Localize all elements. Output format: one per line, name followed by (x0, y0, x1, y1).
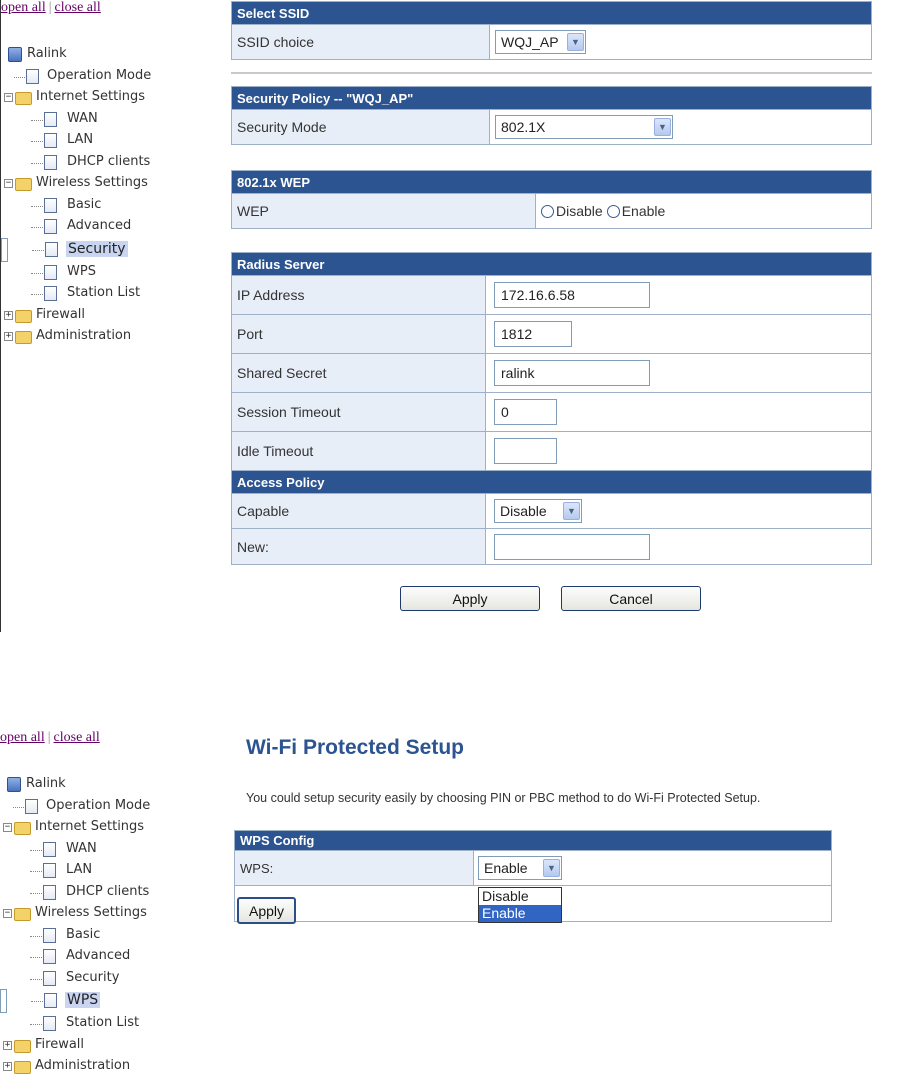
tree-label: Wireless Settings (35, 905, 147, 920)
tree-item-wan[interactable] (1, 109, 98, 131)
tree-list (1, 44, 152, 348)
page-icon (44, 198, 57, 213)
tree-label: Advanced (66, 948, 131, 963)
tree-item-station-list[interactable] (0, 1013, 140, 1035)
tree-connector (30, 979, 42, 980)
expand-icon[interactable]: + (5, 309, 12, 320)
page-icon (43, 1016, 56, 1031)
tree-item-ralink[interactable] (1, 44, 67, 66)
field-value (486, 529, 871, 564)
wps-select[interactable] (478, 856, 562, 880)
shared-secret-row (232, 354, 871, 393)
tree-label: Ralink (27, 46, 67, 61)
page-icon (43, 971, 56, 986)
cancel-button[interactable]: Cancel (561, 586, 701, 611)
section-header: WPS Config (235, 831, 831, 851)
collapse-icon[interactable]: − (4, 908, 11, 918)
field-label: WPS: (235, 851, 474, 885)
tree-connector (30, 893, 42, 894)
tree-item-basic[interactable] (0, 925, 101, 947)
field-value (536, 194, 871, 228)
tree-connector (30, 957, 42, 958)
wep-row (232, 194, 871, 228)
new-row (232, 529, 871, 564)
collapse-icon[interactable]: − (4, 822, 11, 832)
divider (231, 72, 872, 74)
tree-label: Security (68, 240, 126, 257)
open-all-link[interactable]: open all (1, 0, 46, 15)
page-icon (44, 993, 57, 1008)
tree-connector (31, 273, 43, 274)
page-icon (43, 949, 56, 964)
field-value (490, 25, 871, 59)
field-value (486, 432, 871, 470)
tree-label: WAN (67, 110, 98, 126)
select-value: 802.1X (501, 119, 546, 135)
chevron-down-icon: ▼ (567, 33, 584, 51)
field-label: Session Timeout (232, 393, 486, 431)
new-input[interactable] (494, 534, 650, 560)
chevron-down-icon: ▼ (654, 118, 671, 136)
tree-item-wan[interactable] (0, 839, 97, 861)
tree-label: DHCP clients (67, 153, 151, 169)
chevron-down-icon: ▼ (563, 502, 580, 520)
idle-timeout-input[interactable] (494, 438, 557, 464)
tree-label: Station List (66, 1015, 140, 1030)
tree-links (1, 0, 101, 16)
tree-item-wireless-settings[interactable] (1, 173, 148, 195)
ip-address-input[interactable]: 172.16.6.58 (494, 282, 650, 308)
section-header: Select SSID (232, 2, 871, 25)
page-icon (43, 842, 56, 857)
shared-secret-input[interactable]: ralink (494, 360, 650, 386)
expand-icon[interactable]: + (4, 1061, 11, 1071)
folder-open-icon (15, 178, 32, 191)
wps-dropdown-list (478, 887, 562, 923)
page-icon (43, 928, 56, 943)
expand-icon[interactable]: + (5, 331, 12, 341)
security-policy-table (231, 86, 872, 145)
folder-icon (15, 310, 32, 323)
tree-item-wireless-settings[interactable] (0, 903, 147, 925)
tree-label: WPS (67, 992, 99, 1008)
tree-label: Security (66, 969, 120, 985)
open-all-link[interactable]: open all (0, 730, 45, 745)
expand-icon[interactable]: + (4, 1039, 11, 1050)
folder-open-icon (14, 822, 31, 835)
network-icon (8, 47, 22, 62)
section-header: Access Policy (232, 471, 871, 494)
dropdown-option-enable[interactable]: Enable (479, 905, 561, 922)
tree-item-dhcp-clients[interactable] (0, 882, 150, 904)
collapse-icon[interactable]: − (5, 92, 12, 102)
security-mode-row (232, 110, 871, 144)
wps-settings-panel (0, 730, 908, 1091)
field-value (490, 110, 871, 144)
tree-connector (31, 206, 43, 207)
field-label: WEP (232, 194, 536, 228)
wps-row (235, 851, 831, 886)
ssid-select[interactable] (495, 30, 586, 54)
tree-item-administration[interactable] (1, 326, 132, 348)
tree-item-operation-mode[interactable] (1, 66, 152, 88)
capable-select[interactable] (494, 499, 582, 523)
tree-item-internet-settings[interactable] (0, 817, 145, 839)
apply-button[interactable]: Apply (400, 586, 540, 611)
dropdown-option-disable[interactable]: Disable (482, 888, 529, 904)
radio-label: Enable (621, 203, 666, 219)
tree-connector (30, 1024, 42, 1025)
tree-item-firewall[interactable] (1, 305, 86, 327)
tree-label: Basic (67, 196, 102, 212)
tree-connector (30, 850, 42, 851)
select-value: Enable (484, 860, 528, 876)
tree-label: Advanced (67, 218, 132, 233)
tree-label: Operation Mode (47, 67, 152, 83)
tree-item-wps[interactable] (1, 262, 96, 284)
tree-item-operation-mode[interactable] (0, 796, 151, 818)
folder-icon (14, 1061, 31, 1074)
tree-item-station-list[interactable] (1, 283, 141, 305)
radius-server-table (231, 252, 872, 565)
tree-label: WPS (67, 263, 96, 279)
wep-enable-radio[interactable] (607, 205, 620, 218)
page-description: You could setup security easily by choosing PIN or PBC method to do Wi-Fi Protected Setup. (246, 791, 761, 805)
ip-address-row (232, 276, 871, 315)
session-timeout-row (232, 393, 871, 432)
link-separator: | (48, 0, 52, 15)
ssid-choice-row (232, 25, 871, 59)
tree-connector (31, 120, 43, 121)
idle-timeout-row (232, 432, 871, 471)
field-label: Idle Timeout (232, 432, 486, 470)
radio-label: Disable (556, 203, 603, 219)
tree-connector (32, 250, 44, 251)
tree-item-advanced[interactable] (0, 946, 131, 968)
network-icon (7, 777, 21, 792)
wep-disable-radio[interactable] (541, 205, 554, 218)
chevron-down-icon: ▼ (543, 859, 560, 877)
page-icon (44, 112, 57, 127)
tree-item-advanced[interactable] (1, 216, 132, 238)
tree-connector (31, 1001, 43, 1002)
tree-label: Wireless Settings (36, 175, 148, 190)
field-label: Capable (232, 494, 486, 528)
tree-label: Operation Mode (46, 797, 151, 813)
tree-label: LAN (67, 132, 94, 147)
tree-connector (14, 77, 25, 78)
page-icon (44, 133, 57, 148)
field-label: Port (232, 315, 486, 353)
page-icon (25, 799, 38, 814)
tree-connector (31, 141, 43, 142)
folder-open-icon (15, 92, 32, 105)
close-all-link[interactable]: close all (54, 0, 101, 15)
wep-table (231, 170, 872, 229)
security-mode-select[interactable] (495, 115, 673, 139)
tree-label: Administration (35, 1058, 131, 1073)
port-input[interactable]: 1812 (494, 321, 572, 347)
select-value: WQJ_AP (501, 34, 559, 50)
tree-item-wps[interactable] (0, 989, 99, 1013)
page-icon (45, 242, 58, 257)
tree-item-lan[interactable] (0, 860, 93, 882)
field-value (486, 315, 871, 353)
page-icon (44, 219, 57, 234)
select-ssid-table (231, 1, 872, 60)
tree-label: LAN (66, 862, 93, 877)
tree-list (0, 774, 151, 1078)
tree-connector (31, 163, 43, 164)
tree-item-security[interactable] (1, 238, 126, 262)
field-label: New: (232, 529, 486, 564)
tree-connector (31, 227, 43, 228)
field-label: Security Mode (232, 110, 490, 144)
tree-item-firewall[interactable] (0, 1035, 85, 1057)
folder-open-icon (14, 908, 31, 921)
port-row (232, 315, 871, 354)
section-header: Security Policy -- "WQJ_AP" (232, 87, 871, 110)
field-label: Shared Secret (232, 354, 486, 392)
page-icon (43, 863, 56, 878)
tree-label: Administration (36, 328, 132, 343)
tree-label: Firewall (35, 1036, 85, 1052)
link-separator: | (47, 730, 51, 745)
tree-label: Internet Settings (35, 819, 145, 834)
field-label: IP Address (232, 276, 486, 314)
tree-label: Ralink (26, 776, 66, 791)
tree-item-ralink[interactable] (0, 774, 66, 796)
section-header: 802.1x WEP (232, 171, 871, 194)
page-icon (44, 155, 57, 170)
tree-links (0, 730, 100, 746)
tree-item-basic[interactable] (1, 195, 102, 217)
section-header: Radius Server (232, 253, 871, 276)
folder-icon (14, 1040, 31, 1053)
tree-connector (31, 294, 43, 295)
select-value: Disable (500, 503, 547, 519)
tree-item-security[interactable] (0, 968, 120, 990)
field-value (486, 494, 871, 528)
tree-label: Firewall (36, 306, 86, 322)
tree-item-lan[interactable] (1, 130, 94, 152)
tree-label: DHCP clients (66, 883, 150, 899)
page-icon (44, 286, 57, 301)
page-icon (43, 885, 56, 900)
session-timeout-input[interactable]: 0 (494, 399, 557, 425)
capable-row (232, 494, 871, 529)
tree-item-administration[interactable] (0, 1056, 131, 1078)
tree-connector (30, 936, 42, 937)
field-value (474, 851, 831, 885)
tree-label: Station List (67, 285, 141, 300)
navigation-tree (0, 0, 200, 632)
tree-connector (30, 871, 42, 872)
page-title: Wi-Fi Protected Setup (246, 736, 464, 759)
tree-connector (13, 807, 24, 808)
field-label: SSID choice (232, 25, 490, 59)
page-icon (26, 69, 39, 84)
tree-item-dhcp-clients[interactable] (1, 152, 151, 174)
tree-label: WAN (66, 840, 97, 856)
field-value (486, 393, 871, 431)
field-value (486, 354, 871, 392)
field-value (486, 276, 871, 314)
tree-label: Internet Settings (36, 89, 146, 104)
folder-icon (15, 331, 32, 344)
page-icon (44, 265, 57, 280)
collapse-icon[interactable]: − (5, 178, 12, 188)
close-all-link[interactable]: close all (53, 730, 100, 745)
tree-label: Basic (66, 926, 101, 942)
tree-item-internet-settings[interactable] (1, 87, 146, 109)
apply-button[interactable]: Apply (237, 897, 296, 924)
